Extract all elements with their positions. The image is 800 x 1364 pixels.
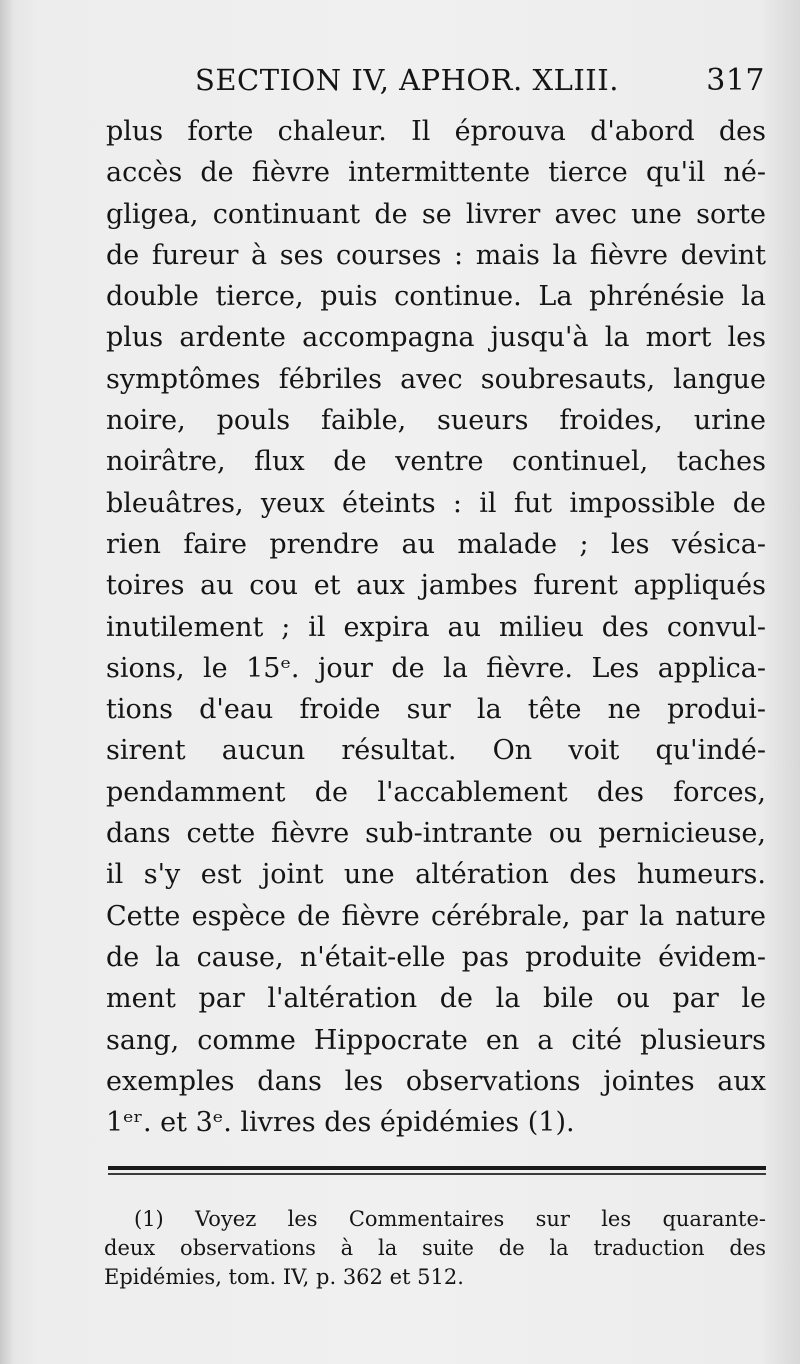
text-line: sions, le 15ᵉ. jour de la fièvre. Les applica- xyxy=(106,652,766,684)
text-line: plus forte chaleur. Il éprouva d'abord des xyxy=(106,116,766,147)
text-line: bleuâtres, yeux éteints : il fut impossible de xyxy=(106,487,766,519)
text-line: plus ardente accompagna jusqu'à la mort les xyxy=(106,322,766,354)
text-line: noire, pouls faible, sueurs froides, urine xyxy=(106,405,766,437)
text-line: dans cette fièvre sub-intrante ou pernicieuse, xyxy=(106,818,766,850)
footnote-line: Epidémies, tom. IV, p. 362 et 512. xyxy=(104,1265,464,1289)
footnote-rule xyxy=(108,1166,766,1170)
text-line: toires au cou et aux jambes furent appliqués xyxy=(106,570,766,602)
text-line: il s'y est joint une altération des humeurs. xyxy=(106,859,766,891)
text-line: Cette espèce de fièvre cérébrale, par la nature xyxy=(106,900,766,932)
text-line: symptômes fébriles avec soubresauts, langue xyxy=(106,363,766,395)
footnote xyxy=(104,1205,766,1292)
text-line: sang, comme Hippocrate en a cité plusieurs xyxy=(106,1024,766,1056)
text-line: accès de fièvre intermittente tierce qu'il né- xyxy=(106,157,766,189)
running-header xyxy=(195,58,775,102)
text-line: 1ᵉʳ. et 3ᵉ. livres des épidémies (1). xyxy=(106,1107,575,1139)
text-line: pendamment de l'accablement des forces, xyxy=(106,776,766,808)
text-line: de la cause, n'était-elle pas produite évidem- xyxy=(106,941,766,973)
text-line: rien faire prendre au malade ; les vésica- xyxy=(106,528,766,560)
text-line: sirent aucun résultat. On voit qu'indé- xyxy=(106,735,766,767)
footnote-line: deux observations à la suite de la traduction des xyxy=(104,1236,766,1260)
page-number: 317 xyxy=(706,62,765,98)
text-line: tions d'eau froide sur la tête ne produi- xyxy=(106,694,766,726)
text-line: inutilement ; il expira au milieu des convul- xyxy=(106,611,766,643)
text-line: exemples dans les observations jointes aux xyxy=(106,1065,766,1097)
footnote-line: (1) Voyez les Commentaires sur les quarante- xyxy=(134,1207,766,1231)
running-title: SECTION IV, APHOR. XLIII. xyxy=(195,63,619,97)
text-line: gligea, continuant de se livrer avec une sorte xyxy=(106,198,766,230)
text-line: ment par l'altération de la bile ou par le xyxy=(106,983,766,1015)
body-text xyxy=(106,111,766,1143)
text-line: double tierce, puis continue. La phrénésie la xyxy=(106,281,766,313)
text-line: de fureur à ses courses : mais la fièvre devint xyxy=(106,239,766,271)
text-line: noirâtre, flux de ventre continuel, taches xyxy=(106,446,766,478)
footnote-rule-thin xyxy=(108,1173,766,1175)
